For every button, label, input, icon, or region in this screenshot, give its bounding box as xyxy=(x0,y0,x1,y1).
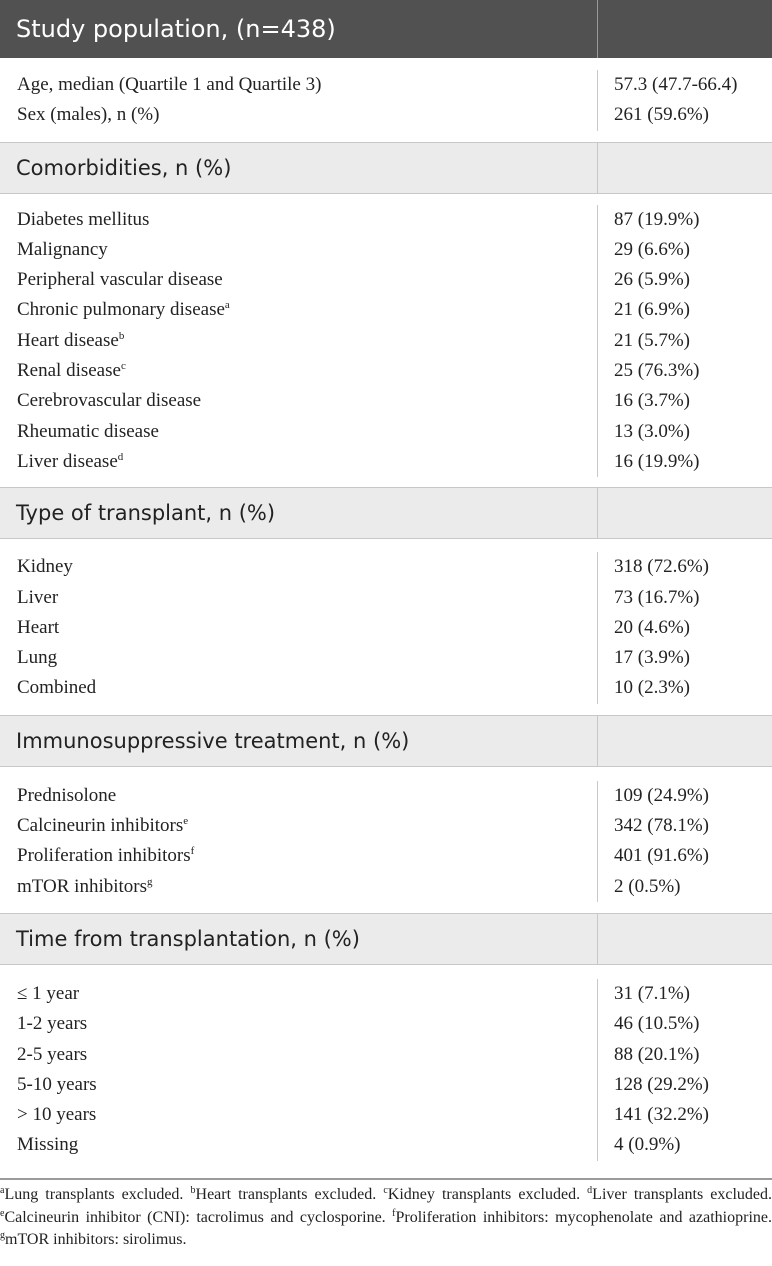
row-value: 128 (29.2%) xyxy=(614,1073,709,1095)
section-body xyxy=(0,767,772,913)
row-value: 342 (78.1%) xyxy=(614,815,709,837)
row-value: 20 (4.6%) xyxy=(614,616,690,638)
row-label-text: > 10 years xyxy=(17,1104,97,1126)
row-label xyxy=(17,326,597,356)
row-label-text: Rheumatic disease xyxy=(17,420,159,442)
row-label-text: mTOR inhibitors xyxy=(17,875,148,897)
row-value: 29 (6.6%) xyxy=(614,238,690,260)
footnote-marker: c xyxy=(120,360,126,373)
row-label xyxy=(17,552,597,582)
overview-values xyxy=(598,70,772,131)
footnote-marker: e xyxy=(0,1207,5,1219)
row-label xyxy=(17,235,597,265)
section-header-label: Comorbidities, n (%) xyxy=(0,143,598,193)
row-label-text: Lung xyxy=(17,647,58,669)
section-values xyxy=(598,205,772,478)
footnote-text: Kidney transplants excluded. xyxy=(387,1186,588,1203)
row-value: 21 (6.9%) xyxy=(614,299,690,321)
row-value: 109 (24.9%) xyxy=(614,784,709,806)
row-value: 16 (19.9%) xyxy=(614,450,700,472)
footnote-marker: g xyxy=(147,875,153,888)
row-value: 401 (91.6%) xyxy=(614,845,709,867)
section-header-label: Immunosuppressive treatment, n (%) xyxy=(0,716,598,766)
section-header xyxy=(0,142,772,194)
row-label xyxy=(17,841,597,871)
section-body xyxy=(0,539,772,714)
footnote-marker: d xyxy=(117,450,124,463)
row-label-text: Sex (males), n (%) xyxy=(17,104,160,126)
section-labels xyxy=(0,552,598,703)
table-title-empty-cell xyxy=(598,0,772,58)
row-value: 318 (72.6%) xyxy=(614,556,709,578)
row-label xyxy=(17,417,597,447)
row-value: 2 (0.5%) xyxy=(614,875,681,897)
row-value: 73 (16.7%) xyxy=(614,586,700,608)
section-header xyxy=(0,715,772,767)
row-label xyxy=(17,979,597,1009)
table-title-row xyxy=(0,0,772,58)
section-values xyxy=(598,552,772,703)
footnote-text: Proliferation inhibitors: mycophenolate and azathioprine. xyxy=(395,1208,772,1226)
row-value: 4 (0.9%) xyxy=(614,1134,681,1156)
row-label-text: ≤ 1 year xyxy=(17,982,80,1004)
row-value: 26 (5.9%) xyxy=(614,269,690,291)
row-label xyxy=(17,205,597,235)
footnote-marker: d xyxy=(587,1185,593,1196)
row-label xyxy=(17,386,597,416)
section-header-empty-cell xyxy=(598,143,772,193)
section-labels xyxy=(0,205,598,478)
row-value: 21 (5.7%) xyxy=(614,329,690,351)
row-label-text: Cerebrovascular disease xyxy=(17,390,202,412)
row-label xyxy=(17,643,597,673)
row-label xyxy=(17,100,597,130)
footnote-text: Calcineurin inhibitor (CNI): tacrolimus and cyclosporine. xyxy=(4,1208,393,1226)
row-label-text: Heart xyxy=(17,616,60,638)
section-values xyxy=(598,781,772,902)
row-value: 13 (3.0%) xyxy=(614,420,690,442)
footnote-text: mTOR inhibitors: sirolimus. xyxy=(5,1231,187,1248)
row-value: 57.3 (47.7-66.4) xyxy=(614,74,738,95)
footnote-marker: a xyxy=(224,299,230,312)
row-label-text: Malignancy xyxy=(17,238,108,260)
section-labels xyxy=(0,979,598,1161)
table-title: Study population, (n=438) xyxy=(0,0,598,58)
row-label-text: Liver xyxy=(17,586,59,608)
row-value: 261 (59.6%) xyxy=(614,104,709,126)
table-footnotes xyxy=(0,1179,772,1252)
footnote-marker: c xyxy=(383,1185,388,1196)
section-header xyxy=(0,487,772,539)
footnote-text: Heart transplants excluded. xyxy=(195,1186,384,1203)
row-label xyxy=(17,583,597,613)
row-label-text: 2-5 years xyxy=(17,1043,88,1065)
row-label xyxy=(17,781,597,811)
row-label-text: Calcineurin inhibitors xyxy=(17,815,184,837)
row-label xyxy=(17,356,597,386)
row-label-text: Combined xyxy=(17,677,97,699)
footnote-marker: b xyxy=(190,1185,196,1196)
footnote-marker: b xyxy=(118,329,125,342)
row-value: 16 (3.7%) xyxy=(614,390,690,412)
row-label xyxy=(17,447,597,477)
row-label-text: Proliferation inhibitors xyxy=(17,845,191,867)
section-labels xyxy=(0,781,598,902)
row-label xyxy=(17,265,597,295)
row-label-text: Kidney xyxy=(17,556,73,578)
footnote-marker: g xyxy=(0,1230,5,1241)
sections-container xyxy=(0,142,772,1172)
overview-section xyxy=(0,58,772,142)
row-value: 141 (32.2%) xyxy=(614,1104,709,1126)
row-label xyxy=(17,1070,597,1100)
section-values xyxy=(598,979,772,1161)
row-label xyxy=(17,613,597,643)
footnote-marker: e xyxy=(183,815,189,828)
row-label xyxy=(17,811,597,841)
section-body xyxy=(0,965,772,1172)
row-label-text: 5-10 years xyxy=(17,1073,97,1095)
section-header-label: Type of transplant, n (%) xyxy=(0,488,598,538)
row-label-text: Liver disease xyxy=(17,450,118,472)
row-value: 88 (20.1%) xyxy=(614,1043,700,1065)
footnote-marker: f xyxy=(190,845,195,858)
row-label xyxy=(17,673,597,703)
overview-labels xyxy=(0,70,598,131)
row-label-text: 1-2 years xyxy=(17,1013,88,1035)
row-label xyxy=(17,1130,597,1160)
row-value: 17 (3.9%) xyxy=(614,647,690,669)
section-header-empty-cell xyxy=(598,914,772,964)
row-label-text: Diabetes mellitus xyxy=(17,208,150,230)
row-label-text: Age, median (Quartile 1 and Quartile 3) xyxy=(17,74,322,95)
row-label xyxy=(17,1100,597,1130)
row-label xyxy=(17,1009,597,1039)
footnote-marker: a xyxy=(0,1185,5,1196)
row-label-text: Missing xyxy=(17,1134,79,1156)
section-header-empty-cell xyxy=(598,716,772,766)
footnote-marker: f xyxy=(392,1207,396,1219)
row-label-text: Chronic pulmonary disease xyxy=(17,299,225,321)
row-value: 25 (76.3%) xyxy=(614,360,700,382)
footnote-text: Lung transplants excluded. xyxy=(4,1186,191,1203)
section-body xyxy=(0,194,772,488)
row-value: 31 (7.1%) xyxy=(614,982,690,1004)
row-value: 10 (2.3%) xyxy=(614,677,690,699)
row-value: 87 (19.9%) xyxy=(614,208,700,230)
row-label xyxy=(17,872,597,902)
section-header-label: Time from transplantation, n (%) xyxy=(0,914,598,964)
section-header xyxy=(0,913,772,965)
row-label xyxy=(17,1040,597,1070)
row-label-text: Peripheral vascular disease xyxy=(17,269,223,291)
row-label-text: Prednisolone xyxy=(17,784,117,806)
row-value: 46 (10.5%) xyxy=(614,1013,700,1035)
row-label-text: Heart disease xyxy=(17,329,119,351)
row-label xyxy=(17,295,597,325)
row-label-text: Renal disease xyxy=(17,360,121,382)
footnote-text: Liver transplants excluded. xyxy=(592,1186,772,1203)
section-header-empty-cell xyxy=(598,488,772,538)
row-label xyxy=(17,70,597,100)
